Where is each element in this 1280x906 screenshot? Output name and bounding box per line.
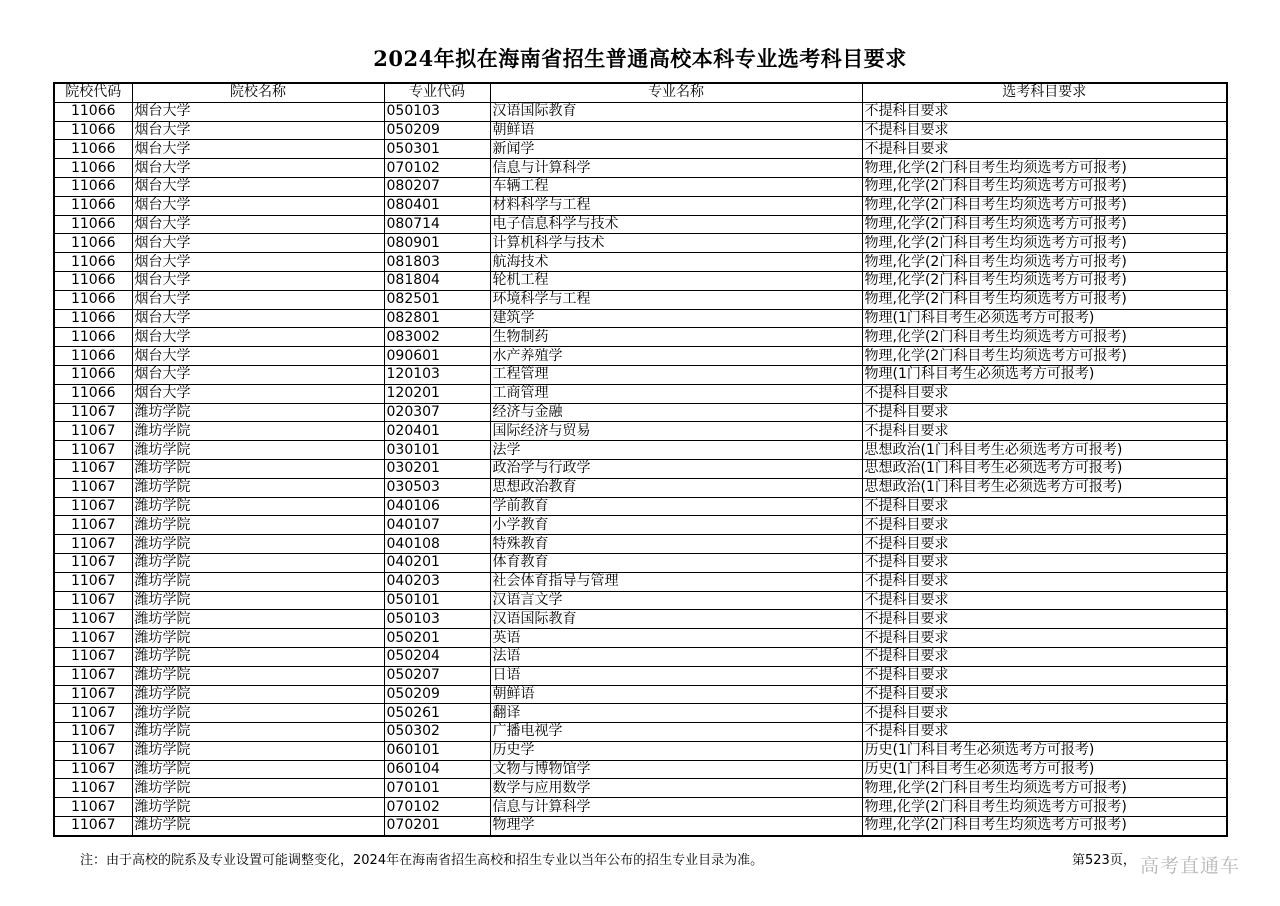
subject-requirement-cell: 不提科目要求 — [862, 140, 1227, 159]
school-name-cell: 潍坊学院 — [132, 647, 384, 666]
school-code-cell: 11066 — [54, 365, 132, 384]
table-row — [54, 290, 1227, 309]
table-row — [54, 629, 1227, 648]
subject-requirement-cell: 不提科目要求 — [862, 553, 1227, 572]
major-name-cell: 轮机工程 — [490, 271, 862, 290]
subject-requirement-cell: 物理,化学(2门科目考生均须选考方可报考) — [862, 347, 1227, 366]
major-code-cell: 080714 — [384, 215, 490, 234]
major-code-cell: 030503 — [384, 478, 490, 497]
table-row — [54, 704, 1227, 723]
subject-requirement-cell: 物理,化学(2门科目考生均须选考方可报考) — [862, 196, 1227, 215]
table-body — [54, 102, 1227, 836]
subject-requirement-cell: 不提科目要求 — [862, 102, 1227, 121]
major-name-cell: 生物制药 — [490, 328, 862, 347]
school-code-cell: 11066 — [54, 159, 132, 178]
major-code-cell: 040108 — [384, 535, 490, 554]
table-row — [54, 572, 1227, 591]
major-name-cell: 电子信息科学与技术 — [490, 215, 862, 234]
school-code-cell: 11067 — [54, 685, 132, 704]
major-name-cell: 翻译 — [490, 704, 862, 723]
header-school-name: 院校名称 — [132, 83, 384, 102]
school-code-cell: 11067 — [54, 779, 132, 798]
table-row — [54, 328, 1227, 347]
table-row — [54, 403, 1227, 422]
subject-requirement-cell: 不提科目要求 — [862, 572, 1227, 591]
major-name-cell: 汉语国际教育 — [490, 610, 862, 629]
requirements-table — [53, 82, 1228, 837]
table-header-row — [54, 83, 1227, 102]
school-name-cell: 烟台大学 — [132, 140, 384, 159]
table-row — [54, 215, 1227, 234]
school-code-cell: 11066 — [54, 290, 132, 309]
major-name-cell: 材料科学与工程 — [490, 196, 862, 215]
school-name-cell: 烟台大学 — [132, 121, 384, 140]
table-row — [54, 422, 1227, 441]
major-name-cell: 工商管理 — [490, 384, 862, 403]
subject-requirement-cell: 思想政治(1门科目考生必须选考方可报考) — [862, 478, 1227, 497]
school-name-cell: 潍坊学院 — [132, 704, 384, 723]
subject-requirement-cell: 物理,化学(2门科目考生均须选考方可报考) — [862, 177, 1227, 196]
school-name-cell: 潍坊学院 — [132, 798, 384, 817]
major-name-cell: 政治学与行政学 — [490, 459, 862, 478]
school-code-cell: 11066 — [54, 309, 132, 328]
school-code-cell: 11067 — [54, 741, 132, 760]
school-code-cell: 11067 — [54, 459, 132, 478]
subject-requirement-cell: 思想政治(1门科目考生必须选考方可报考) — [862, 441, 1227, 460]
subject-requirement-cell: 不提科目要求 — [862, 384, 1227, 403]
school-code-cell: 11066 — [54, 215, 132, 234]
subject-requirement-cell: 物理(1门科目考生必须选考方可报考) — [862, 365, 1227, 384]
table-row — [54, 234, 1227, 253]
school-name-cell: 烟台大学 — [132, 328, 384, 347]
school-name-cell: 潍坊学院 — [132, 629, 384, 648]
major-code-cell: 050209 — [384, 685, 490, 704]
watermark: 高考直通车 — [1140, 855, 1241, 877]
school-name-cell: 烟台大学 — [132, 271, 384, 290]
subject-requirement-cell: 物理,化学(2门科目考生均须选考方可报考) — [862, 798, 1227, 817]
major-code-cell: 020307 — [384, 403, 490, 422]
major-name-cell: 日语 — [490, 666, 862, 685]
major-code-cell: 050302 — [384, 723, 490, 742]
major-code-cell: 060104 — [384, 760, 490, 779]
school-name-cell: 烟台大学 — [132, 234, 384, 253]
school-code-cell: 11066 — [54, 121, 132, 140]
major-name-cell: 汉语言文学 — [490, 591, 862, 610]
table-row — [54, 553, 1227, 572]
major-code-cell: 082501 — [384, 290, 490, 309]
school-code-cell: 11067 — [54, 497, 132, 516]
subject-requirement-cell: 物理,化学(2门科目考生均须选考方可报考) — [862, 253, 1227, 272]
major-code-cell: 090601 — [384, 347, 490, 366]
table-row — [54, 798, 1227, 817]
major-name-cell: 小学教育 — [490, 516, 862, 535]
table-row — [54, 271, 1227, 290]
school-name-cell: 烟台大学 — [132, 365, 384, 384]
school-name-cell: 潍坊学院 — [132, 516, 384, 535]
major-name-cell: 环境科学与工程 — [490, 290, 862, 309]
school-code-cell: 11067 — [54, 817, 132, 836]
major-code-cell: 050207 — [384, 666, 490, 685]
table-row — [54, 365, 1227, 384]
school-name-cell: 潍坊学院 — [132, 441, 384, 460]
school-name-cell: 潍坊学院 — [132, 779, 384, 798]
major-name-cell: 国际经济与贸易 — [490, 422, 862, 441]
school-name-cell: 潍坊学院 — [132, 553, 384, 572]
major-name-cell: 信息与计算科学 — [490, 159, 862, 178]
school-name-cell: 潍坊学院 — [132, 666, 384, 685]
table-row — [54, 121, 1227, 140]
school-code-cell: 11067 — [54, 610, 132, 629]
school-code-cell: 11066 — [54, 102, 132, 121]
school-code-cell: 11066 — [54, 347, 132, 366]
subject-requirement-cell: 不提科目要求 — [862, 516, 1227, 535]
major-name-cell: 英语 — [490, 629, 862, 648]
major-code-cell: 050209 — [384, 121, 490, 140]
major-code-cell: 082801 — [384, 309, 490, 328]
major-name-cell: 法学 — [490, 441, 862, 460]
school-code-cell: 11066 — [54, 271, 132, 290]
subject-requirement-cell: 物理,化学(2门科目考生均须选考方可报考) — [862, 215, 1227, 234]
school-name-cell: 潍坊学院 — [132, 723, 384, 742]
school-code-cell: 11067 — [54, 403, 132, 422]
major-code-cell: 070201 — [384, 817, 490, 836]
major-name-cell: 工程管理 — [490, 365, 862, 384]
subject-requirement-cell: 不提科目要求 — [862, 666, 1227, 685]
school-code-cell: 11067 — [54, 441, 132, 460]
major-code-cell: 040106 — [384, 497, 490, 516]
subject-requirement-cell: 不提科目要求 — [862, 647, 1227, 666]
major-code-cell: 040107 — [384, 516, 490, 535]
school-code-cell: 11067 — [54, 647, 132, 666]
school-name-cell: 潍坊学院 — [132, 403, 384, 422]
table-row — [54, 741, 1227, 760]
subject-requirement-cell: 不提科目要求 — [862, 704, 1227, 723]
major-code-cell: 070102 — [384, 159, 490, 178]
school-code-cell: 11066 — [54, 140, 132, 159]
major-code-cell: 030101 — [384, 441, 490, 460]
school-code-cell: 11067 — [54, 666, 132, 685]
major-code-cell: 083002 — [384, 328, 490, 347]
major-name-cell: 水产养殖学 — [490, 347, 862, 366]
subject-requirement-cell: 不提科目要求 — [862, 403, 1227, 422]
school-name-cell: 潍坊学院 — [132, 591, 384, 610]
school-name-cell: 潍坊学院 — [132, 422, 384, 441]
school-name-cell: 烟台大学 — [132, 196, 384, 215]
school-name-cell: 烟台大学 — [132, 253, 384, 272]
school-code-cell: 11067 — [54, 798, 132, 817]
major-name-cell: 物理学 — [490, 817, 862, 836]
school-code-cell: 11067 — [54, 760, 132, 779]
subject-requirement-cell: 物理,化学(2门科目考生均须选考方可报考) — [862, 779, 1227, 798]
subject-requirement-cell: 物理,化学(2门科目考生均须选考方可报考) — [862, 271, 1227, 290]
table-row — [54, 685, 1227, 704]
major-code-cell: 050301 — [384, 140, 490, 159]
subject-requirement-cell: 历史(1门科目考生必须选考方可报考) — [862, 760, 1227, 779]
table-row — [54, 478, 1227, 497]
major-name-cell: 朝鲜语 — [490, 685, 862, 704]
major-name-cell: 数学与应用数学 — [490, 779, 862, 798]
major-code-cell: 050201 — [384, 629, 490, 648]
school-code-cell: 11067 — [54, 572, 132, 591]
table-row — [54, 779, 1227, 798]
subject-requirement-cell: 不提科目要求 — [862, 497, 1227, 516]
table-row — [54, 666, 1227, 685]
table-row — [54, 253, 1227, 272]
table-row — [54, 817, 1227, 836]
major-code-cell: 040203 — [384, 572, 490, 591]
table-row — [54, 591, 1227, 610]
table-row — [54, 159, 1227, 178]
school-code-cell: 11067 — [54, 516, 132, 535]
school-code-cell: 11067 — [54, 704, 132, 723]
footnote: 注：由于高校的院系及专业设置可能调整变化，2024年在海南省招生高校和招生专业以当年公布的招生专业目录为准。 — [80, 853, 764, 868]
school-code-cell: 11066 — [54, 253, 132, 272]
subject-requirement-cell: 不提科目要求 — [862, 629, 1227, 648]
school-name-cell: 潍坊学院 — [132, 741, 384, 760]
table-row — [54, 516, 1227, 535]
school-code-cell: 11067 — [54, 723, 132, 742]
school-name-cell: 潍坊学院 — [132, 535, 384, 554]
table-row — [54, 497, 1227, 516]
school-name-cell: 烟台大学 — [132, 309, 384, 328]
major-code-cell: 030201 — [384, 459, 490, 478]
page-title: 2024年拟在海南省招生普通高校本科专业选考科目要求 — [373, 46, 907, 71]
school-name-cell: 烟台大学 — [132, 215, 384, 234]
subject-requirement-cell: 不提科目要求 — [862, 591, 1227, 610]
major-name-cell: 航海技术 — [490, 253, 862, 272]
table-row — [54, 196, 1227, 215]
school-name-cell: 潍坊学院 — [132, 478, 384, 497]
major-code-cell: 120103 — [384, 365, 490, 384]
subject-requirement-cell: 物理,化学(2门科目考生均须选考方可报考) — [862, 290, 1227, 309]
major-code-cell: 060101 — [384, 741, 490, 760]
school-name-cell: 潍坊学院 — [132, 459, 384, 478]
major-name-cell: 广播电视学 — [490, 723, 862, 742]
major-name-cell: 朝鲜语 — [490, 121, 862, 140]
school-code-cell: 11067 — [54, 591, 132, 610]
major-code-cell: 120201 — [384, 384, 490, 403]
school-name-cell: 烟台大学 — [132, 384, 384, 403]
subject-requirement-cell: 不提科目要求 — [862, 535, 1227, 554]
table-row — [54, 535, 1227, 554]
subject-requirement-cell: 思想政治(1门科目考生必须选考方可报考) — [862, 459, 1227, 478]
header-major-code: 专业代码 — [384, 83, 490, 102]
school-code-cell: 11066 — [54, 328, 132, 347]
school-name-cell: 烟台大学 — [132, 177, 384, 196]
major-name-cell: 学前教育 — [490, 497, 862, 516]
school-code-cell: 11066 — [54, 177, 132, 196]
table-row — [54, 441, 1227, 460]
school-name-cell: 潍坊学院 — [132, 572, 384, 591]
major-code-cell: 050101 — [384, 591, 490, 610]
major-code-cell: 081804 — [384, 271, 490, 290]
school-name-cell: 潍坊学院 — [132, 610, 384, 629]
major-name-cell: 车辆工程 — [490, 177, 862, 196]
major-name-cell: 体育教育 — [490, 553, 862, 572]
major-name-cell: 新闻学 — [490, 140, 862, 159]
major-name-cell: 社会体育指导与管理 — [490, 572, 862, 591]
major-name-cell: 信息与计算科学 — [490, 798, 862, 817]
major-name-cell: 建筑学 — [490, 309, 862, 328]
major-code-cell: 050261 — [384, 704, 490, 723]
header-subject-requirement: 选考科目要求 — [862, 83, 1227, 102]
school-name-cell: 烟台大学 — [132, 102, 384, 121]
major-name-cell: 历史学 — [490, 741, 862, 760]
table-row — [54, 309, 1227, 328]
subject-requirement-cell: 不提科目要求 — [862, 610, 1227, 629]
school-code-cell: 11067 — [54, 478, 132, 497]
subject-requirement-cell: 物理(1门科目考生必须选考方可报考) — [862, 309, 1227, 328]
subject-requirement-cell: 物理,化学(2门科目考生均须选考方可报考) — [862, 159, 1227, 178]
major-code-cell: 050204 — [384, 647, 490, 666]
subject-requirement-cell: 物理,化学(2门科目考生均须选考方可报考) — [862, 234, 1227, 253]
major-code-cell: 070102 — [384, 798, 490, 817]
major-name-cell: 经济与金融 — [490, 403, 862, 422]
major-code-cell: 020401 — [384, 422, 490, 441]
school-code-cell: 11066 — [54, 234, 132, 253]
table-row — [54, 102, 1227, 121]
table-row — [54, 347, 1227, 366]
major-name-cell: 文物与博物馆学 — [490, 760, 862, 779]
school-name-cell: 潍坊学院 — [132, 760, 384, 779]
school-name-cell: 潍坊学院 — [132, 497, 384, 516]
subject-requirement-cell: 不提科目要求 — [862, 422, 1227, 441]
school-code-cell: 11067 — [54, 629, 132, 648]
major-code-cell: 050103 — [384, 610, 490, 629]
school-name-cell: 烟台大学 — [132, 347, 384, 366]
table-row — [54, 140, 1227, 159]
header-major-name: 专业名称 — [490, 83, 862, 102]
school-name-cell: 潍坊学院 — [132, 817, 384, 836]
school-code-cell: 11067 — [54, 422, 132, 441]
major-code-cell: 050103 — [384, 102, 490, 121]
school-code-cell: 11066 — [54, 384, 132, 403]
major-code-cell: 070101 — [384, 779, 490, 798]
school-name-cell: 烟台大学 — [132, 290, 384, 309]
major-code-cell: 080207 — [384, 177, 490, 196]
subject-requirement-cell: 不提科目要求 — [862, 723, 1227, 742]
header-school-code: 院校代码 — [54, 83, 132, 102]
page-number: 第523页， — [1072, 853, 1136, 868]
subject-requirement-cell: 物理,化学(2门科目考生均须选考方可报考) — [862, 817, 1227, 836]
major-name-cell: 法语 — [490, 647, 862, 666]
subject-requirement-cell: 历史(1门科目考生必须选考方可报考) — [862, 741, 1227, 760]
table-row — [54, 177, 1227, 196]
table-row — [54, 647, 1227, 666]
major-name-cell: 汉语国际教育 — [490, 102, 862, 121]
school-name-cell: 潍坊学院 — [132, 685, 384, 704]
table-row — [54, 610, 1227, 629]
subject-requirement-cell: 不提科目要求 — [862, 685, 1227, 704]
school-code-cell: 11066 — [54, 196, 132, 215]
major-code-cell: 081803 — [384, 253, 490, 272]
major-code-cell: 080401 — [384, 196, 490, 215]
major-code-cell: 040201 — [384, 553, 490, 572]
school-code-cell: 11067 — [54, 553, 132, 572]
table-row — [54, 384, 1227, 403]
table-row — [54, 723, 1227, 742]
subject-requirement-cell: 物理,化学(2门科目考生均须选考方可报考) — [862, 328, 1227, 347]
major-code-cell: 080901 — [384, 234, 490, 253]
school-name-cell: 烟台大学 — [132, 159, 384, 178]
table-row — [54, 459, 1227, 478]
major-name-cell: 计算机科学与技术 — [490, 234, 862, 253]
major-name-cell: 思想政治教育 — [490, 478, 862, 497]
major-name-cell: 特殊教育 — [490, 535, 862, 554]
table-row — [54, 760, 1227, 779]
subject-requirement-cell: 不提科目要求 — [862, 121, 1227, 140]
school-code-cell: 11067 — [54, 535, 132, 554]
